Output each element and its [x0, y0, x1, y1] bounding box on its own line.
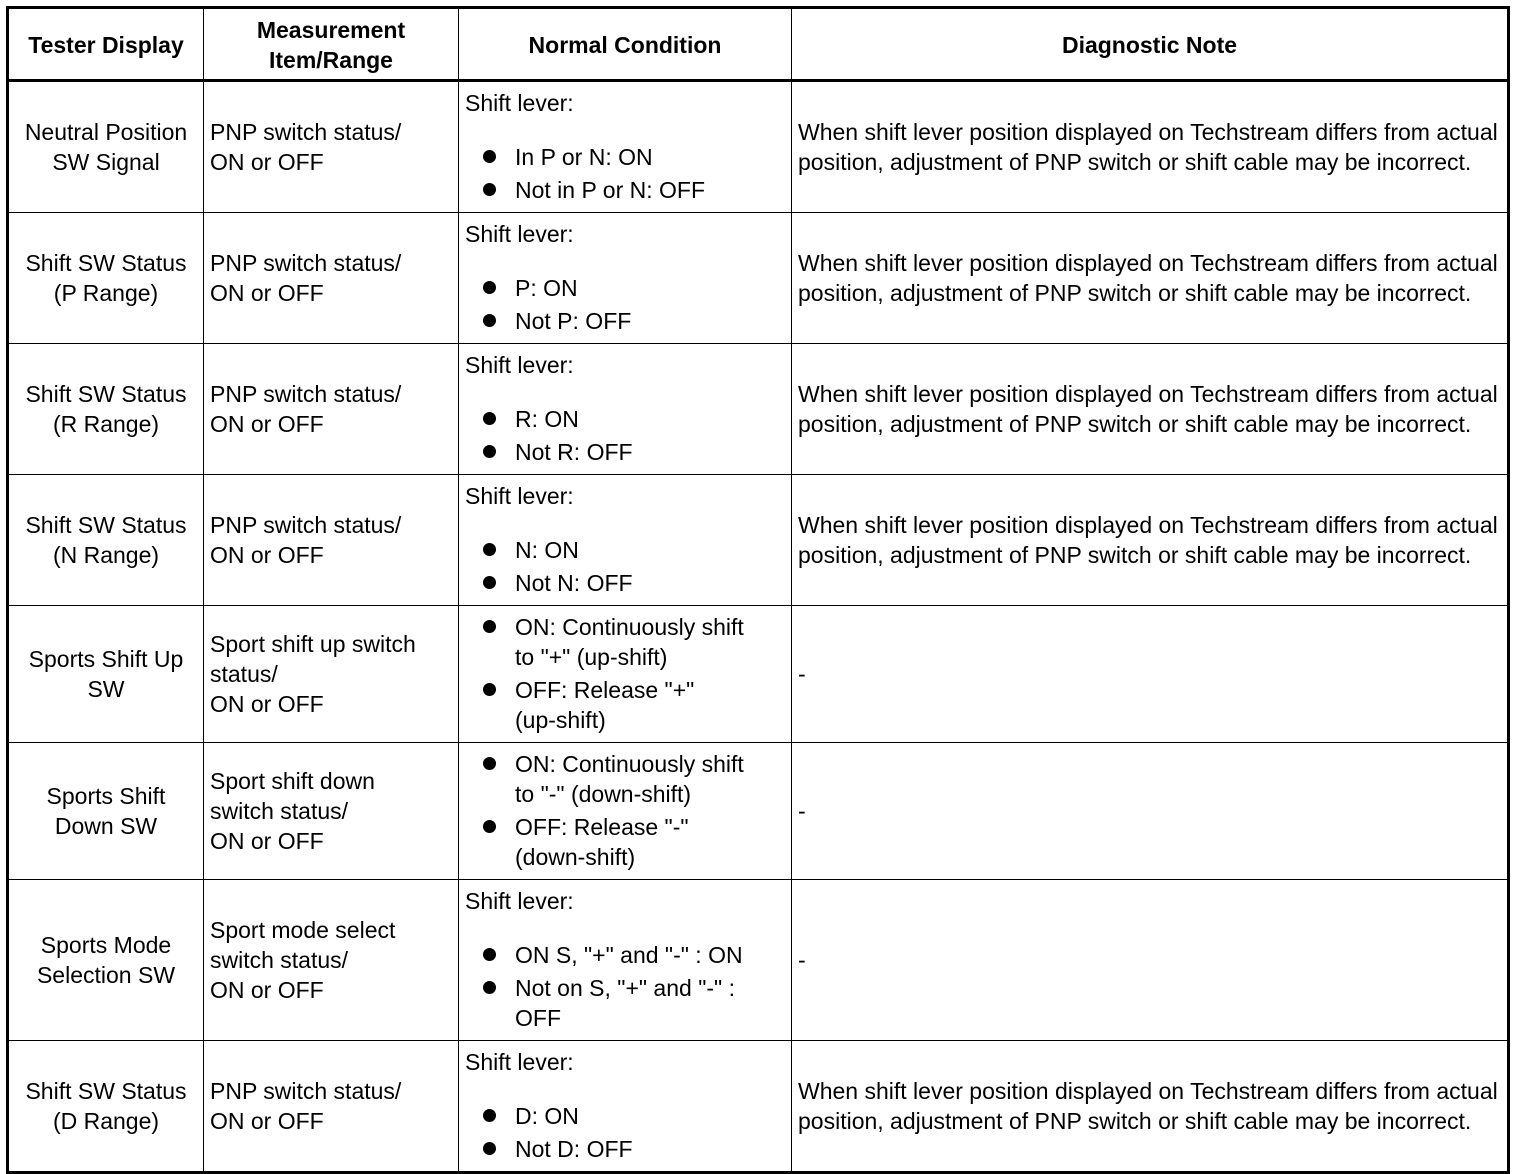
condition-item: D: ON: [465, 1101, 785, 1131]
condition-lead: Shift lever:: [465, 483, 574, 509]
bullet-icon: [483, 150, 496, 163]
condition-lead: Shift lever:: [465, 1049, 574, 1075]
tester-display-cell: Shift SW Status (R Range): [8, 344, 204, 475]
measurement-cell: PNP switch status/ ON or OFF: [204, 81, 459, 213]
normal-condition-cell: [459, 880, 792, 1041]
tester-display-cell: Shift SW Status (D Range): [8, 1041, 204, 1173]
condition-item: R: ON: [465, 404, 785, 434]
data-monitor-table: [6, 6, 1510, 1174]
header-diagnostic-note: Diagnostic Note: [792, 8, 1509, 81]
condition-list: [465, 940, 785, 1033]
bullet-icon: [483, 543, 496, 556]
condition-lead: Shift lever:: [465, 221, 574, 247]
normal-condition-cell: [459, 213, 792, 344]
condition-list: [465, 404, 785, 467]
table-row: [8, 1041, 1509, 1173]
condition-list: [465, 749, 785, 872]
diagnostic-note-cell: -: [792, 880, 1509, 1041]
tester-display-cell: Sports Shift Up SW: [8, 606, 204, 743]
header-tester-display: Tester Display: [8, 8, 204, 81]
diagnostic-note-cell: When shift lever position displayed on Techstream differs from actual position, adjustment of PNP switch or shift cable may be incorrect.: [792, 81, 1509, 213]
normal-condition-cell: [459, 475, 792, 606]
condition-lead: Shift lever:: [465, 888, 574, 914]
diagnostic-note-cell: When shift lever position displayed on Techstream differs from actual position, adjustment of PNP switch or shift cable may be incorrect.: [792, 344, 1509, 475]
condition-list: [465, 612, 785, 735]
bullet-icon: [483, 981, 496, 994]
condition-item: Not R: OFF: [465, 437, 785, 467]
normal-condition-cell: [459, 743, 792, 880]
table-row: [8, 606, 1509, 743]
bullet-icon: [483, 1142, 496, 1155]
measurement-cell: PNP switch status/ ON or OFF: [204, 475, 459, 606]
condition-list: [465, 273, 785, 336]
header-measurement-item: Measurement Item/Range: [204, 8, 459, 81]
tester-display-cell: Shift SW Status (N Range): [8, 475, 204, 606]
tester-display-cell: Sports Shift Down SW: [8, 743, 204, 880]
bullet-icon: [483, 445, 496, 458]
condition-item: Not D: OFF: [465, 1134, 785, 1164]
table-row: [8, 344, 1509, 475]
tester-display-cell: Neutral Position SW Signal: [8, 81, 204, 213]
bullet-icon: [483, 183, 496, 196]
condition-item: ON: Continuously shift to "-" (down-shift): [465, 749, 785, 809]
bullet-icon: [483, 1109, 496, 1122]
table-row: [8, 81, 1509, 213]
measurement-cell: Sport shift down switch status/ ON or OFF: [204, 743, 459, 880]
condition-lead: Shift lever:: [465, 352, 574, 378]
normal-condition-cell: [459, 81, 792, 213]
condition-item: P: ON: [465, 273, 785, 303]
bullet-icon: [483, 576, 496, 589]
tester-display-cell: Shift SW Status (P Range): [8, 213, 204, 344]
measurement-cell: PNP switch status/ ON or OFF: [204, 213, 459, 344]
condition-item: OFF: Release "+" (up-shift): [465, 675, 785, 735]
bullet-icon: [483, 683, 496, 696]
bullet-icon: [483, 620, 496, 633]
condition-list: [465, 535, 785, 598]
table-row: [8, 213, 1509, 344]
diagnostic-note-cell: -: [792, 606, 1509, 743]
condition-item: N: ON: [465, 535, 785, 565]
bullet-icon: [483, 281, 496, 294]
normal-condition-cell: [459, 344, 792, 475]
diagnostic-note-cell: -: [792, 743, 1509, 880]
table-row: [8, 475, 1509, 606]
normal-condition-cell: [459, 606, 792, 743]
header-row: [8, 8, 1509, 81]
condition-item: Not N: OFF: [465, 568, 785, 598]
condition-item: Not P: OFF: [465, 306, 785, 336]
header-normal-condition: Normal Condition: [459, 8, 792, 81]
measurement-cell: PNP switch status/ ON or OFF: [204, 344, 459, 475]
condition-item: Not in P or N: OFF: [465, 175, 785, 205]
diagnostic-note-cell: When shift lever position displayed on Techstream differs from actual position, adjustment of PNP switch or shift cable may be incorrect.: [792, 1041, 1509, 1173]
diagnostic-note-cell: When shift lever position displayed on Techstream differs from actual position, adjustment of PNP switch or shift cable may be incorrect.: [792, 475, 1509, 606]
bullet-icon: [483, 314, 496, 327]
condition-item: ON S, "+" and "-" : ON: [465, 940, 785, 970]
measurement-cell: PNP switch status/ ON or OFF: [204, 1041, 459, 1173]
bullet-icon: [483, 948, 496, 961]
bullet-icon: [483, 757, 496, 770]
normal-condition-cell: [459, 1041, 792, 1173]
condition-item: In P or N: ON: [465, 142, 785, 172]
bullet-icon: [483, 820, 496, 833]
bullet-icon: [483, 412, 496, 425]
table-row: [8, 743, 1509, 880]
condition-lead: Shift lever:: [465, 90, 574, 116]
condition-item: Not on S, "+" and "-" : OFF: [465, 973, 785, 1033]
tester-display-cell: Sports Mode Selection SW: [8, 880, 204, 1041]
condition-list: [465, 1101, 785, 1164]
condition-item: OFF: Release "-" (down-shift): [465, 812, 785, 872]
measurement-cell: Sport mode select switch status/ ON or OFF: [204, 880, 459, 1041]
diagnostic-note-cell: When shift lever position displayed on Techstream differs from actual position, adjustment of PNP switch or shift cable may be incorrect.: [792, 213, 1509, 344]
table-row: [8, 880, 1509, 1041]
measurement-cell: Sport shift up switch status/ ON or OFF: [204, 606, 459, 743]
condition-item: ON: Continuously shift to "+" (up-shift): [465, 612, 785, 672]
condition-list: [465, 142, 785, 205]
